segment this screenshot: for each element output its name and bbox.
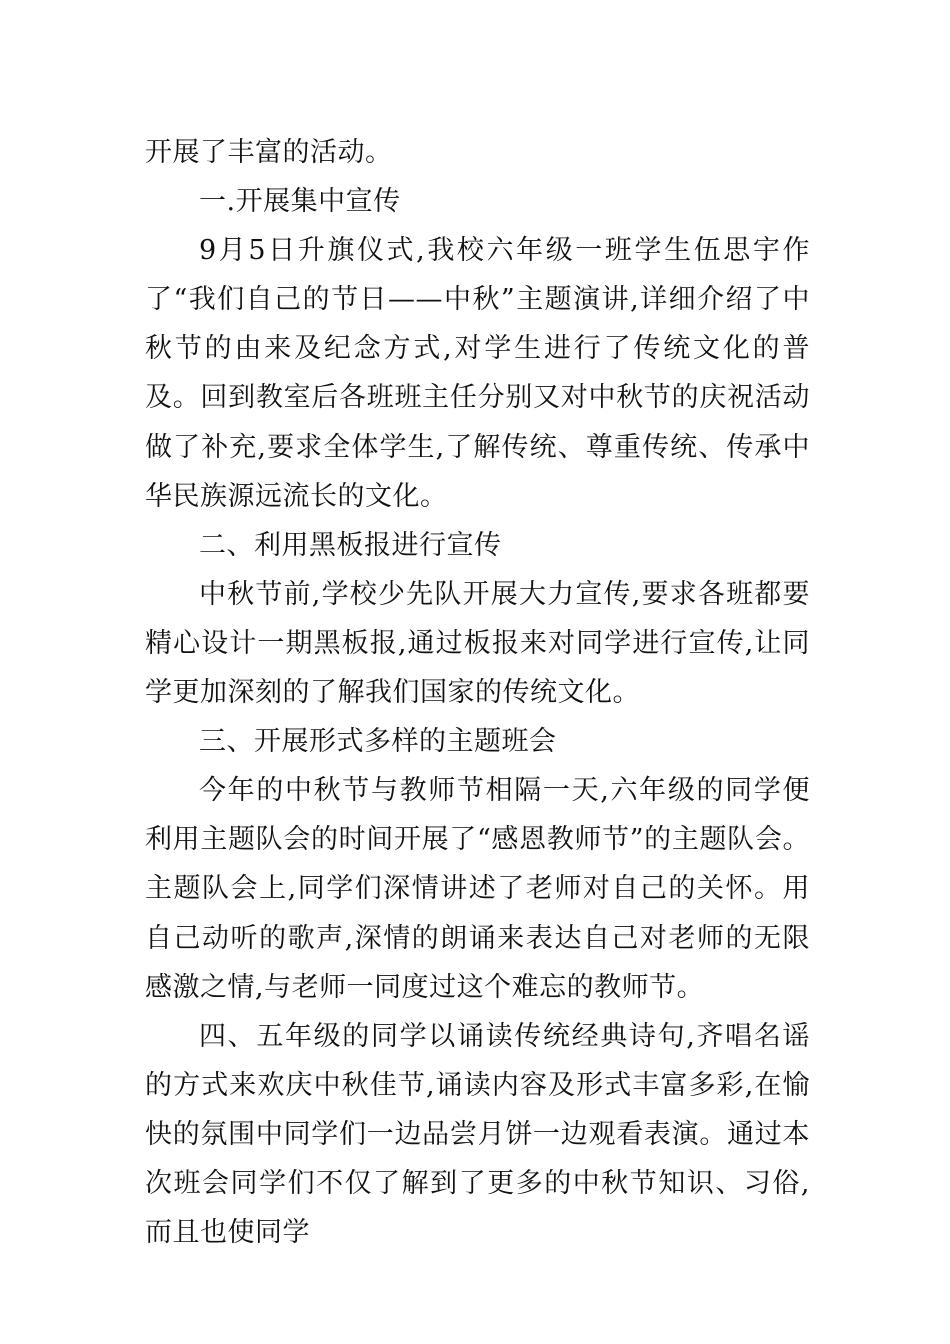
heading-section-3: 三、开展形式多样的主题班会: [199, 726, 557, 758]
heading-section-1: 一.开展集中宣传: [199, 186, 401, 218]
document-body: [145, 128, 810, 1257]
paragraph-section-1: 9月5日升旗仪式,我校六年级一班学生伍思宇作了“我们自己的节日——中秋”主题演讲,详细介绍了中秋节的由来及纪念方式,对学生进行了传统文化的普及。回到教室后各班班主任分别又对中秋节的庆祝活动做了补充,要求全体学生,了解传统、尊重传统、传承中华民族源远流长的文化。: [145, 235, 810, 512]
paragraph-section-4: 四、五年级的同学以诵读传统经典诗句,齐唱名谣的方式来欢庆中秋佳节,诵读内容及形式丰富多彩,在愉快的氛围中同学们一边品尝月饼一边观看表演。通过本次班会同学们不仅了解到了更多的中秋节知识、习俗,而且也使同学: [145, 1020, 810, 1249]
heading-section-2: 二、利用黑板报进行宣传: [199, 529, 502, 561]
paragraph-section-2: 中秋节前,学校少先队开展大力宣传,要求各班都要精心设计一期黑板报,通过板报来对同学进行宣传,让同学更加深刻的了解我们国家的传统文化。: [145, 578, 810, 709]
paragraph-continuation: 开展了丰富的活动。: [145, 137, 393, 168]
paragraph-section-3: 今年的中秋节与教师节相隔一天,六年级的同学便利用主题队会的时间开展了“感恩教师节”的主题队会。主题队会上,同学们深情讲述了老师对自己的关怀。用自己动听的歌声,深情的朗诵来表达自己对老师的无限感激之情,与老师一同度过这个难忘的教师节。: [145, 775, 810, 1003]
